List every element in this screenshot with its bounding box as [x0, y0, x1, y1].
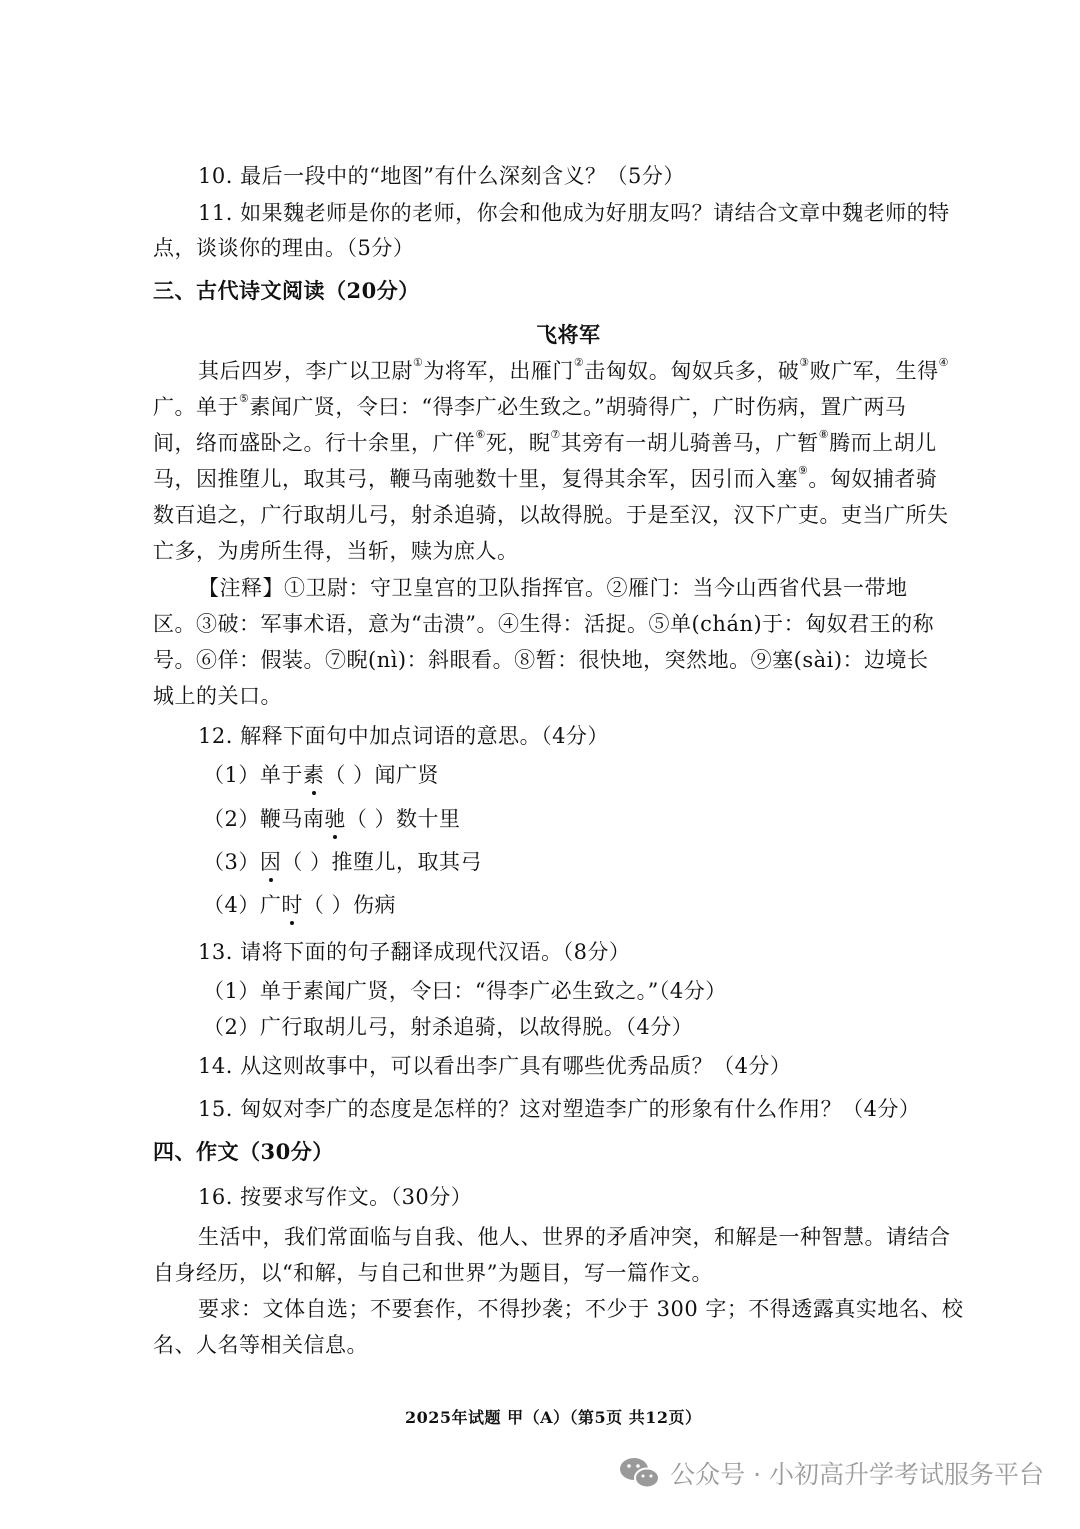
- notes-line-4: 城上的关口。: [153, 684, 282, 708]
- notes-line-2: 区。③破：军事术语，意为“击溃”。④生得：活捉。⑤单(chán)于：匈奴君王的称: [153, 612, 935, 636]
- footnote-mark: ⑤: [239, 392, 250, 405]
- watermark: [618, 1448, 1044, 1498]
- question-12-item-2: （2）鞭马南驰（ ）数十里: [203, 804, 461, 834]
- passage-title: 飞将军: [536, 322, 601, 347]
- passage-line-6: 亡多，为虏所生得，当斩，赎为庶人。: [153, 539, 519, 563]
- question-14: 14. 从这则故事中，可以看出李广具有哪些优秀品质？（4分）: [198, 1054, 792, 1078]
- footnote-mark: ③: [799, 356, 810, 369]
- footnote-mark: ②: [573, 356, 585, 369]
- question-13-stem: 13. 请将下面的句子翻译成现代汉语。（8分）: [198, 940, 631, 964]
- dotted-word: 时: [281, 890, 303, 920]
- question-11-line-1: 11. 如果魏老师是你的老师，你会和他成为好朋友吗？请结合文章中魏老师的特: [198, 201, 950, 225]
- notes-line-1: 【注释】①卫尉：守卫皇宫的卫队指挥官。②雁门：当今山西省代县一带地: [198, 576, 908, 600]
- question-13-item-2: （2）广行取胡儿弓，射杀追骑，以故得脱。（4分）: [203, 1015, 694, 1039]
- question-13-item-1: （1）单于素闻广贤，令曰：“得李广必生致之。”（4分）: [203, 979, 727, 1003]
- essay-prompt-line-1: 生活中，我们常面临与自我、他人、世界的矛盾冲突，和解是一种智慧。请结合: [198, 1225, 951, 1249]
- question-15: 15. 匈奴对李广的态度是怎样的？这对塑造李广的形象有什么作用？（4分）: [198, 1097, 921, 1121]
- footnote-mark: ⑦: [550, 428, 561, 441]
- question-12-item-4: （4）广时（ ）伤病: [203, 890, 396, 920]
- section-3-heading: 三、古代诗文阅读（20分）: [153, 278, 420, 303]
- dotted-word: 驰: [324, 804, 346, 834]
- question-10: 10. 最后一段中的“地图”有什么深刻含义？（5分）: [198, 164, 685, 188]
- question-12-stem: 12. 解释下面句中加点词语的意思。（4分）: [198, 724, 609, 748]
- question-11-line-2: 点，谈谈你的理由。（5分）: [153, 236, 415, 260]
- wechat-icon: [618, 1454, 662, 1492]
- page-footer: 2025年试题 甲（A）（第5页 共12页）: [405, 1408, 702, 1427]
- passage-line-5: 数百追之，广行取胡儿弓，射杀追骑，以故得脱。于是至汉，汉下广吏。吏当广所失: [153, 503, 949, 527]
- footnote-mark: ⑨: [798, 464, 809, 477]
- footnote-mark: ①: [413, 356, 424, 369]
- dotted-word: 因: [260, 847, 282, 877]
- question-16-stem: 16. 按要求写作文。（30分）: [198, 1185, 473, 1209]
- watermark-text: 公众号 · 小初高升学考试服务平台: [670, 1460, 1044, 1489]
- passage-line-4: 马，因推堕儿，取其弓，鞭马南驰数十里，复得其余军，因引而入塞⑨。匈奴捕者骑: [153, 464, 938, 491]
- footnote-mark: ④: [938, 356, 949, 369]
- footnote-mark: ⑥: [475, 428, 486, 441]
- notes-line-3: 号。⑥佯：假装。⑦睨(nì)：斜眼看。⑧暂：很快地，突然地。⑨塞(sài)：边境长: [153, 648, 929, 672]
- passage-line-3: 间，络而盛卧之。行十余里，广佯⑥死，睨⑦其旁有一胡儿骑善马，广暂⑧腾而上胡儿: [153, 428, 937, 455]
- essay-prompt-line-2: 自身经历，以“和解，与自己和世界”为题目，写一篇作文。: [153, 1261, 713, 1285]
- dotted-word: 素: [303, 760, 325, 790]
- essay-requirements-line-2: 名、人名等相关信息。: [153, 1333, 368, 1357]
- question-12-item-3: （3）因（ ）推堕儿，取其弓: [203, 847, 482, 877]
- passage-line-1: 其后四岁，李广以卫尉①为将军，出雁门②击匈奴。匈奴兵多，破③败广军，生得④: [198, 356, 949, 383]
- section-4-heading: 四、作文（30分）: [153, 1139, 334, 1164]
- passage-line-2: 广。单于⑤素闻广贤，令曰：“得李广必生致之。”胡骑得广，广时伤病，置广两马: [153, 392, 907, 419]
- essay-requirements-line-1: 要求：文体自选；不要套作，不得抄袭；不少于 300 字；不得透露真实地名、校: [198, 1297, 964, 1321]
- question-12-item-1: （1）单于素（ ）闻广贤: [203, 760, 439, 790]
- footnote-mark: ⑧: [818, 428, 830, 441]
